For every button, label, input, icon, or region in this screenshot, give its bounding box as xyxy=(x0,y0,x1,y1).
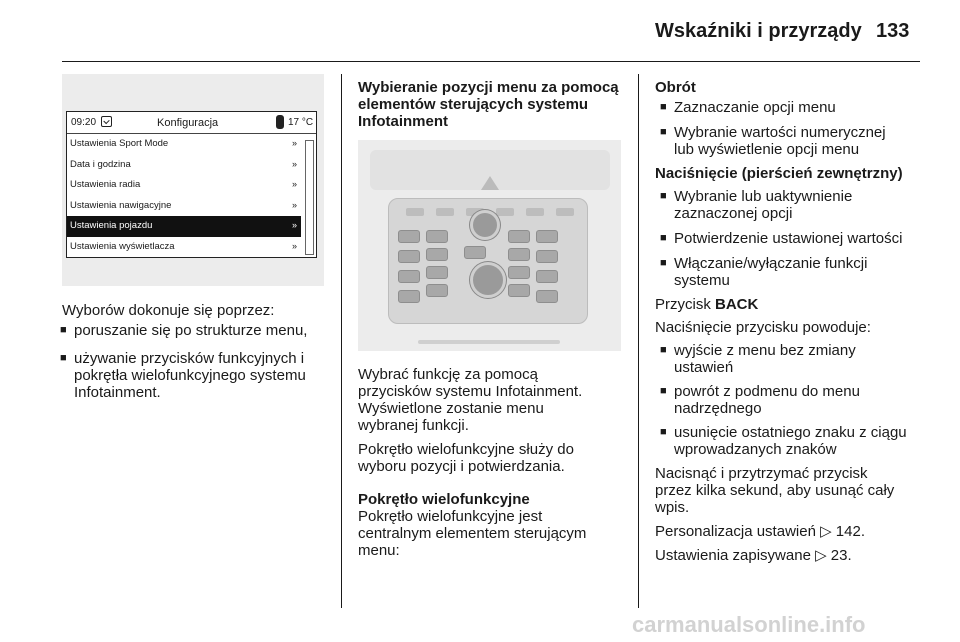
thermometer-icon xyxy=(276,115,284,129)
col2-p2-line-1: Pokrętło wielofunkcyjne służy do xyxy=(358,441,574,458)
col3-heading-rotation: Obrót xyxy=(655,79,696,96)
page-number: 133 xyxy=(876,20,910,42)
screen-menu-item-label: Ustawienia pojazdu xyxy=(70,220,153,231)
back-prefix: Przycisk xyxy=(655,296,715,313)
col3-heading-press: Naciśnięcie (pierścień zewnętrzny) xyxy=(655,165,903,182)
col1-bullet-2-line-3: Infotainment. xyxy=(74,384,161,401)
col2-p1-line-1: Wybrać funkcję za pomocą xyxy=(358,366,538,383)
col1-intro: Wyborów dokonuje się poprzez: xyxy=(62,302,275,319)
console-button xyxy=(536,230,558,243)
col3-bullet-4: ■ Potwierdzenie ustawionej wartości xyxy=(674,230,902,247)
screen-menu-item-label: Ustawienia Sport Mode xyxy=(70,138,169,149)
console-button xyxy=(426,248,448,261)
col3-bullet-2: ■ Wybranie wartości numerycznej xyxy=(674,124,886,141)
col2-p1-line-4: wybranej funkcji. xyxy=(358,417,469,434)
col3-ref-personalization: Personalizacja ustawień ▷ 142. xyxy=(655,523,865,540)
col3-bullet-5-line-2: systemu xyxy=(674,272,730,289)
screen-menu-item-label: Ustawienia nawigacyjne xyxy=(70,199,172,211)
volume-knob xyxy=(470,210,500,240)
preset-button xyxy=(526,208,544,216)
col2-p3-line-3: menu: xyxy=(358,542,400,559)
col3-bullet-5: ■ Włączanie/wyłączanie funkcji xyxy=(674,255,867,272)
console-button xyxy=(508,248,530,261)
col2-p3-line-2: centralnym elementem sterującym xyxy=(358,525,587,542)
screen-menu-item-label: Data i godzina xyxy=(70,158,131,170)
col3-bullet-1: ■ Zaznaczanie opcji menu xyxy=(674,99,836,116)
screen-menu-item xyxy=(67,216,301,237)
infotainment-screen xyxy=(66,111,317,258)
col3-back-line xyxy=(655,296,758,313)
col3-bullet-3: ■ Wybranie lub uaktywnienie xyxy=(674,188,852,205)
chevron-right-icon: » xyxy=(291,199,297,210)
col2-heading-line-2: elementów sterujących systemu xyxy=(358,96,589,113)
console-button xyxy=(508,266,530,279)
screen-menu-item xyxy=(67,196,301,217)
console-button xyxy=(426,284,448,297)
header-rule xyxy=(62,61,920,62)
console-button xyxy=(508,284,530,297)
clock-icon xyxy=(101,116,112,127)
screen-menu-list xyxy=(67,134,301,257)
col1-bullet-1: ■ poruszanie się po strukturze menu, xyxy=(74,322,307,339)
console-button xyxy=(426,230,448,243)
screen-menu-item xyxy=(67,155,301,176)
col3-bullet-8: ■ usunięcie ostatniego znaku z ciągu xyxy=(674,424,907,441)
col1-bullet-2: ■ używanie przycisków funkcyjnych i xyxy=(74,350,304,367)
console-button xyxy=(536,290,558,303)
column-divider-2 xyxy=(638,74,639,608)
column-divider-1 xyxy=(341,74,342,608)
console-button xyxy=(398,230,420,243)
console-button xyxy=(398,290,420,303)
col3-bullet-6-line-2: ustawień xyxy=(674,359,734,376)
col3-bullet-3-line-2: zaznaczonej opcji xyxy=(674,205,793,222)
console-button xyxy=(426,266,448,279)
hazard-warning-icon xyxy=(481,176,499,190)
col3-hold-line-3: wpis. xyxy=(655,499,690,516)
screen-title: Konfiguracja xyxy=(157,117,219,129)
col2-p3-line-1: Pokrętło wielofunkcyjne jest xyxy=(358,508,543,525)
col3-bullet-7: ■ powrót z podmenu do menu xyxy=(674,383,860,400)
col3-hold-line-1: Nacisnąć i przytrzymać przycisk xyxy=(655,465,868,482)
cd-slot xyxy=(418,340,560,344)
console-button xyxy=(398,250,420,263)
screen-menu-item-label: Ustawienia wyświetlacza xyxy=(70,240,175,252)
console-button xyxy=(464,246,486,259)
col3-bullet-8-line-2: wprowadzanych znaków xyxy=(674,441,837,458)
col3-bullet-2-line-2: lub wyświetlenie opcji menu xyxy=(674,141,860,158)
col2-p1-line-2: przycisków systemu Infotainment. xyxy=(358,383,583,400)
section-title: Wskaźniki i przyrządy xyxy=(655,20,862,42)
col3-bullet-6: ■ wyjście z menu bez zmiany xyxy=(674,342,856,359)
col2-p1-line-3: Wyświetlone zostanie menu xyxy=(358,400,544,417)
watermark-url: carmanualsonline.info xyxy=(632,612,866,637)
chevron-right-icon: » xyxy=(291,240,297,251)
col2-heading-line-3: Infotainment xyxy=(358,113,448,130)
screen-menu-item xyxy=(67,237,301,258)
console-button xyxy=(398,270,420,283)
preset-button xyxy=(436,208,454,216)
col2-p2-line-2: wyboru pozycji i potwierdzania. xyxy=(358,458,565,475)
col3-back-intro: Naciśnięcie przycisku powoduje: xyxy=(655,319,871,336)
console-figure xyxy=(358,140,621,351)
screen-scrollbar xyxy=(305,140,314,255)
screen-header xyxy=(67,112,316,134)
chevron-right-icon: » xyxy=(291,220,297,230)
console-button xyxy=(536,270,558,283)
col3-ref-saved-settings: Ustawienia zapisywane ▷ 23. xyxy=(655,547,852,564)
col1-bullet-2-line-2: pokrętła wielofunkcyjnego systemu xyxy=(74,367,306,384)
col2-subheading: Pokrętło wielofunkcyjne xyxy=(358,491,530,508)
page-header xyxy=(0,0,960,62)
chevron-right-icon: » xyxy=(291,158,297,169)
multifunction-knob xyxy=(470,262,506,298)
screen-time: 09:20 xyxy=(71,117,97,128)
screen-menu-item-label: Ustawienia radia xyxy=(70,179,141,190)
preset-button xyxy=(556,208,574,216)
console-button xyxy=(536,250,558,263)
col2-heading-line-1: Wybieranie pozycji menu za pomocą xyxy=(358,79,619,96)
preset-button xyxy=(406,208,424,216)
back-key: BACK xyxy=(715,296,759,313)
screen-menu-item xyxy=(67,134,301,155)
console-button xyxy=(508,230,530,243)
screen-temperature: 17 °C xyxy=(288,117,314,128)
screen-menu-item xyxy=(67,175,301,196)
chevron-right-icon: » xyxy=(291,179,297,189)
col3-hold-line-2: przez kilka sekund, aby usunąć cały xyxy=(655,482,895,499)
col3-bullet-7-line-2: nadrzędnego xyxy=(674,400,762,417)
preset-button xyxy=(496,208,514,216)
chevron-right-icon: » xyxy=(291,138,297,148)
